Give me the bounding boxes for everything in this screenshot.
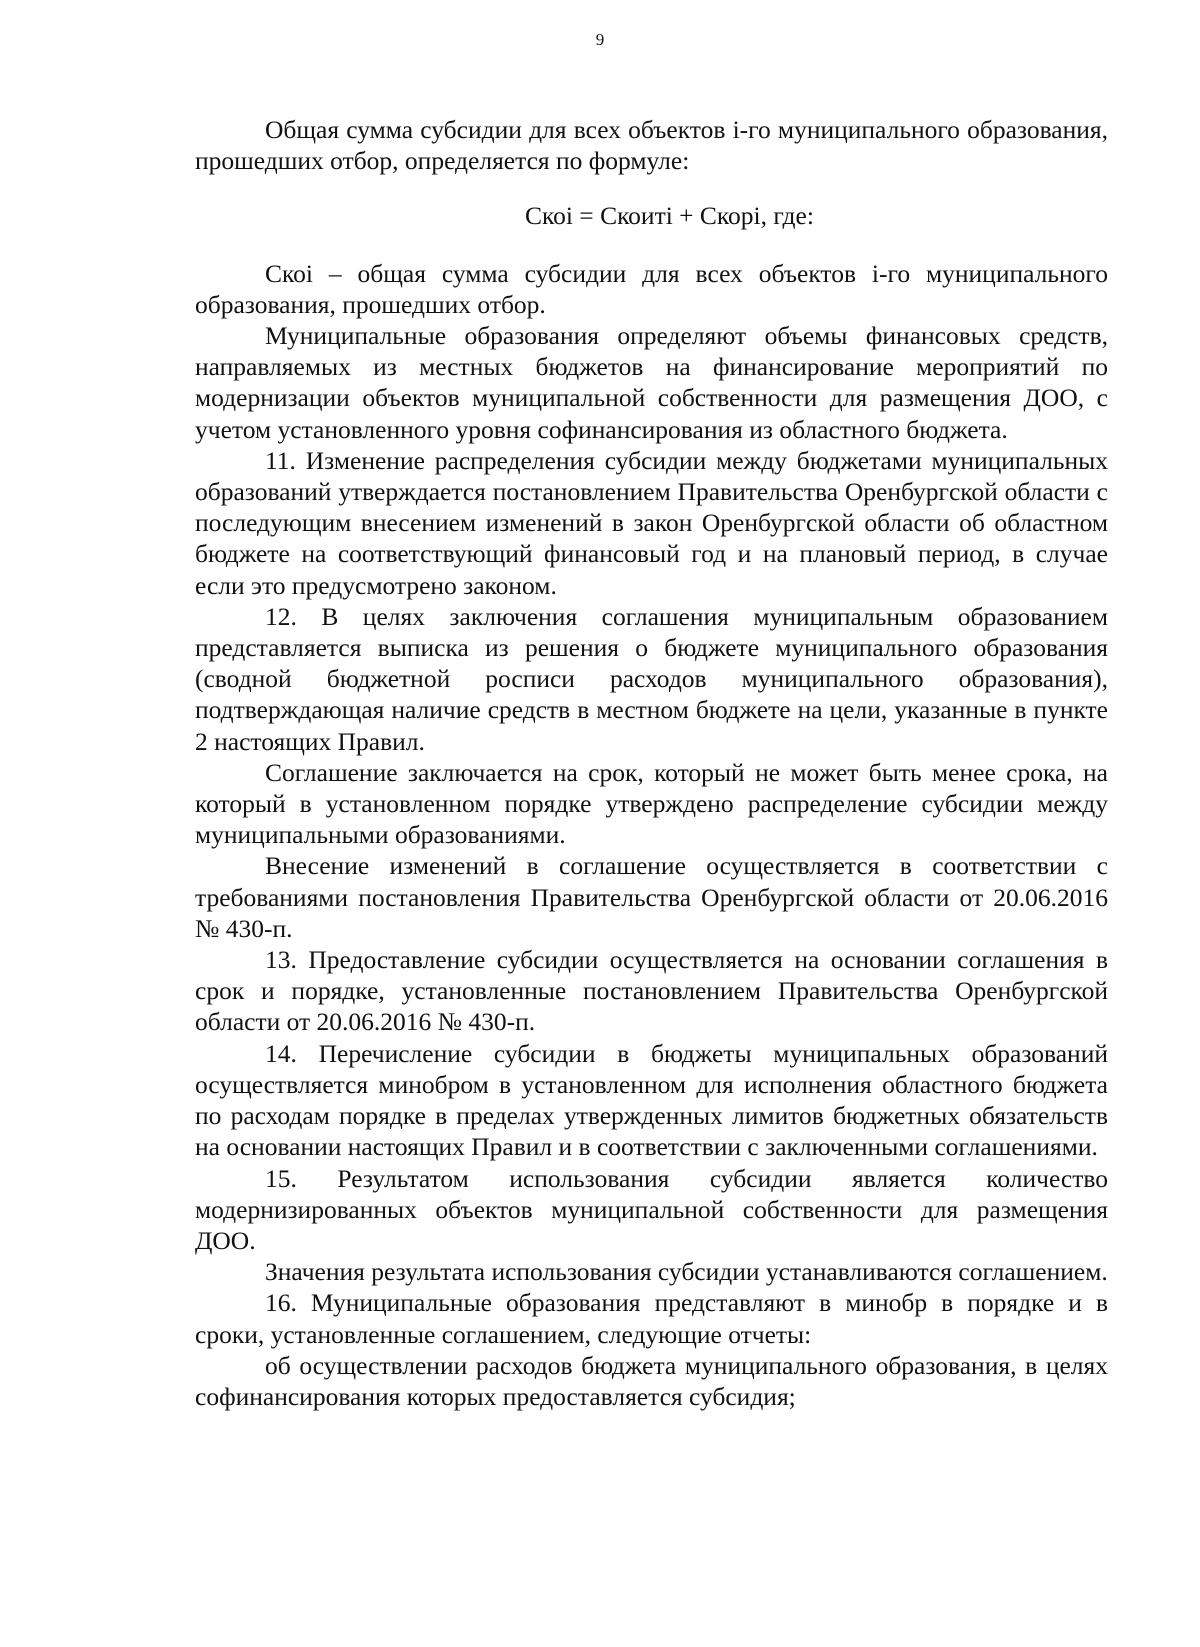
paragraph-intro: Общая сумма субсидии для всех объектов i-го муниципального образования, прошедших отбор, определяется по формуле: xyxy=(195,115,1108,176)
paragraph-funding: Муниципальные образования определяют объемы финансовых средств, направляемых из местных бюджетов на финансирование мероприятий по модернизации объектов муниципальной собственности для размещения ДОО, с учетом установленного уровня софинансирования из областного бюджета. xyxy=(195,321,1108,444)
paragraph-item-12: 12. В целях заключения соглашения муниципальным образованием представляется выписка из решения о бюджете муниципального образования (сводной бюджетной росписи расходов муниципального образования), подтверждающая наличие средств в местном бюджете на цели, указанные в пункте 2 настоящих Правил. xyxy=(195,601,1108,756)
paragraph-agreement-term: Соглашение заключается на срок, который не может быть менее срока, на который в установленном порядке утверждено распределение субсидии между муниципальными образованиями. xyxy=(195,757,1108,850)
paragraph-report-expenses: об осуществлении расходов бюджета муниципального образования, в целях софинансирования которых предоставляется субсидия; xyxy=(195,1350,1108,1411)
paragraph-agreement-changes: Внесение изменений в соглашение осуществляется в соответствии с требованиями постановления Правительства Оренбургской области от 20.06.2016 № 430-п. xyxy=(195,851,1108,943)
paragraph-item-15: 15. Результатом использования субсидии является количество модернизированных объектов муниципальной собственности для размещения ДОО. xyxy=(195,1163,1108,1255)
page-number: 9 xyxy=(595,30,605,49)
paragraph-item-13: 13. Предоставление субсидии осуществляется на основании соглашения в срок и порядке, установленные постановлением Правительства Оренбургской области от 20.06.2016 № 430-п. xyxy=(195,945,1108,1037)
paragraph-item-11: 11. Изменение распределения субсидии между бюджетами муниципальных образований утверждается постановлением Правительства Оренбургской области с последующим внесением изменений в закон Оренбургской области об областном бюджете на соответствующий финансовый год и на плановый период, в случае если это предусмотрено законом. xyxy=(195,445,1108,600)
document-body xyxy=(195,114,1108,1412)
paragraph-result-values: Значения результата использования субсидии устанавливаются соглашением. xyxy=(265,1257,1108,1287)
paragraph-definition: Скоі – общая сумма субсидии для всех объектов і-го муниципального образования, прошедших отбор. xyxy=(195,258,1108,319)
paragraph-item-14: 14. Перечисление субсидии в бюджеты муниципальных образований осуществляется минобром в установленном для исполнения областного бюджета по расходам порядке в пределах утвержденных лимитов бюджетных обязательств на основании настоящих Правил и в соответствии с заключенными соглашениями. xyxy=(195,1038,1108,1162)
formula: Скоі = Скоиті + Скорі, где: xyxy=(525,201,814,231)
paragraph-item-16: 16. Муниципальные образования представляют в минобр в порядке и в сроки, установленные соглашением, следующие отчеты: xyxy=(195,1288,1108,1349)
